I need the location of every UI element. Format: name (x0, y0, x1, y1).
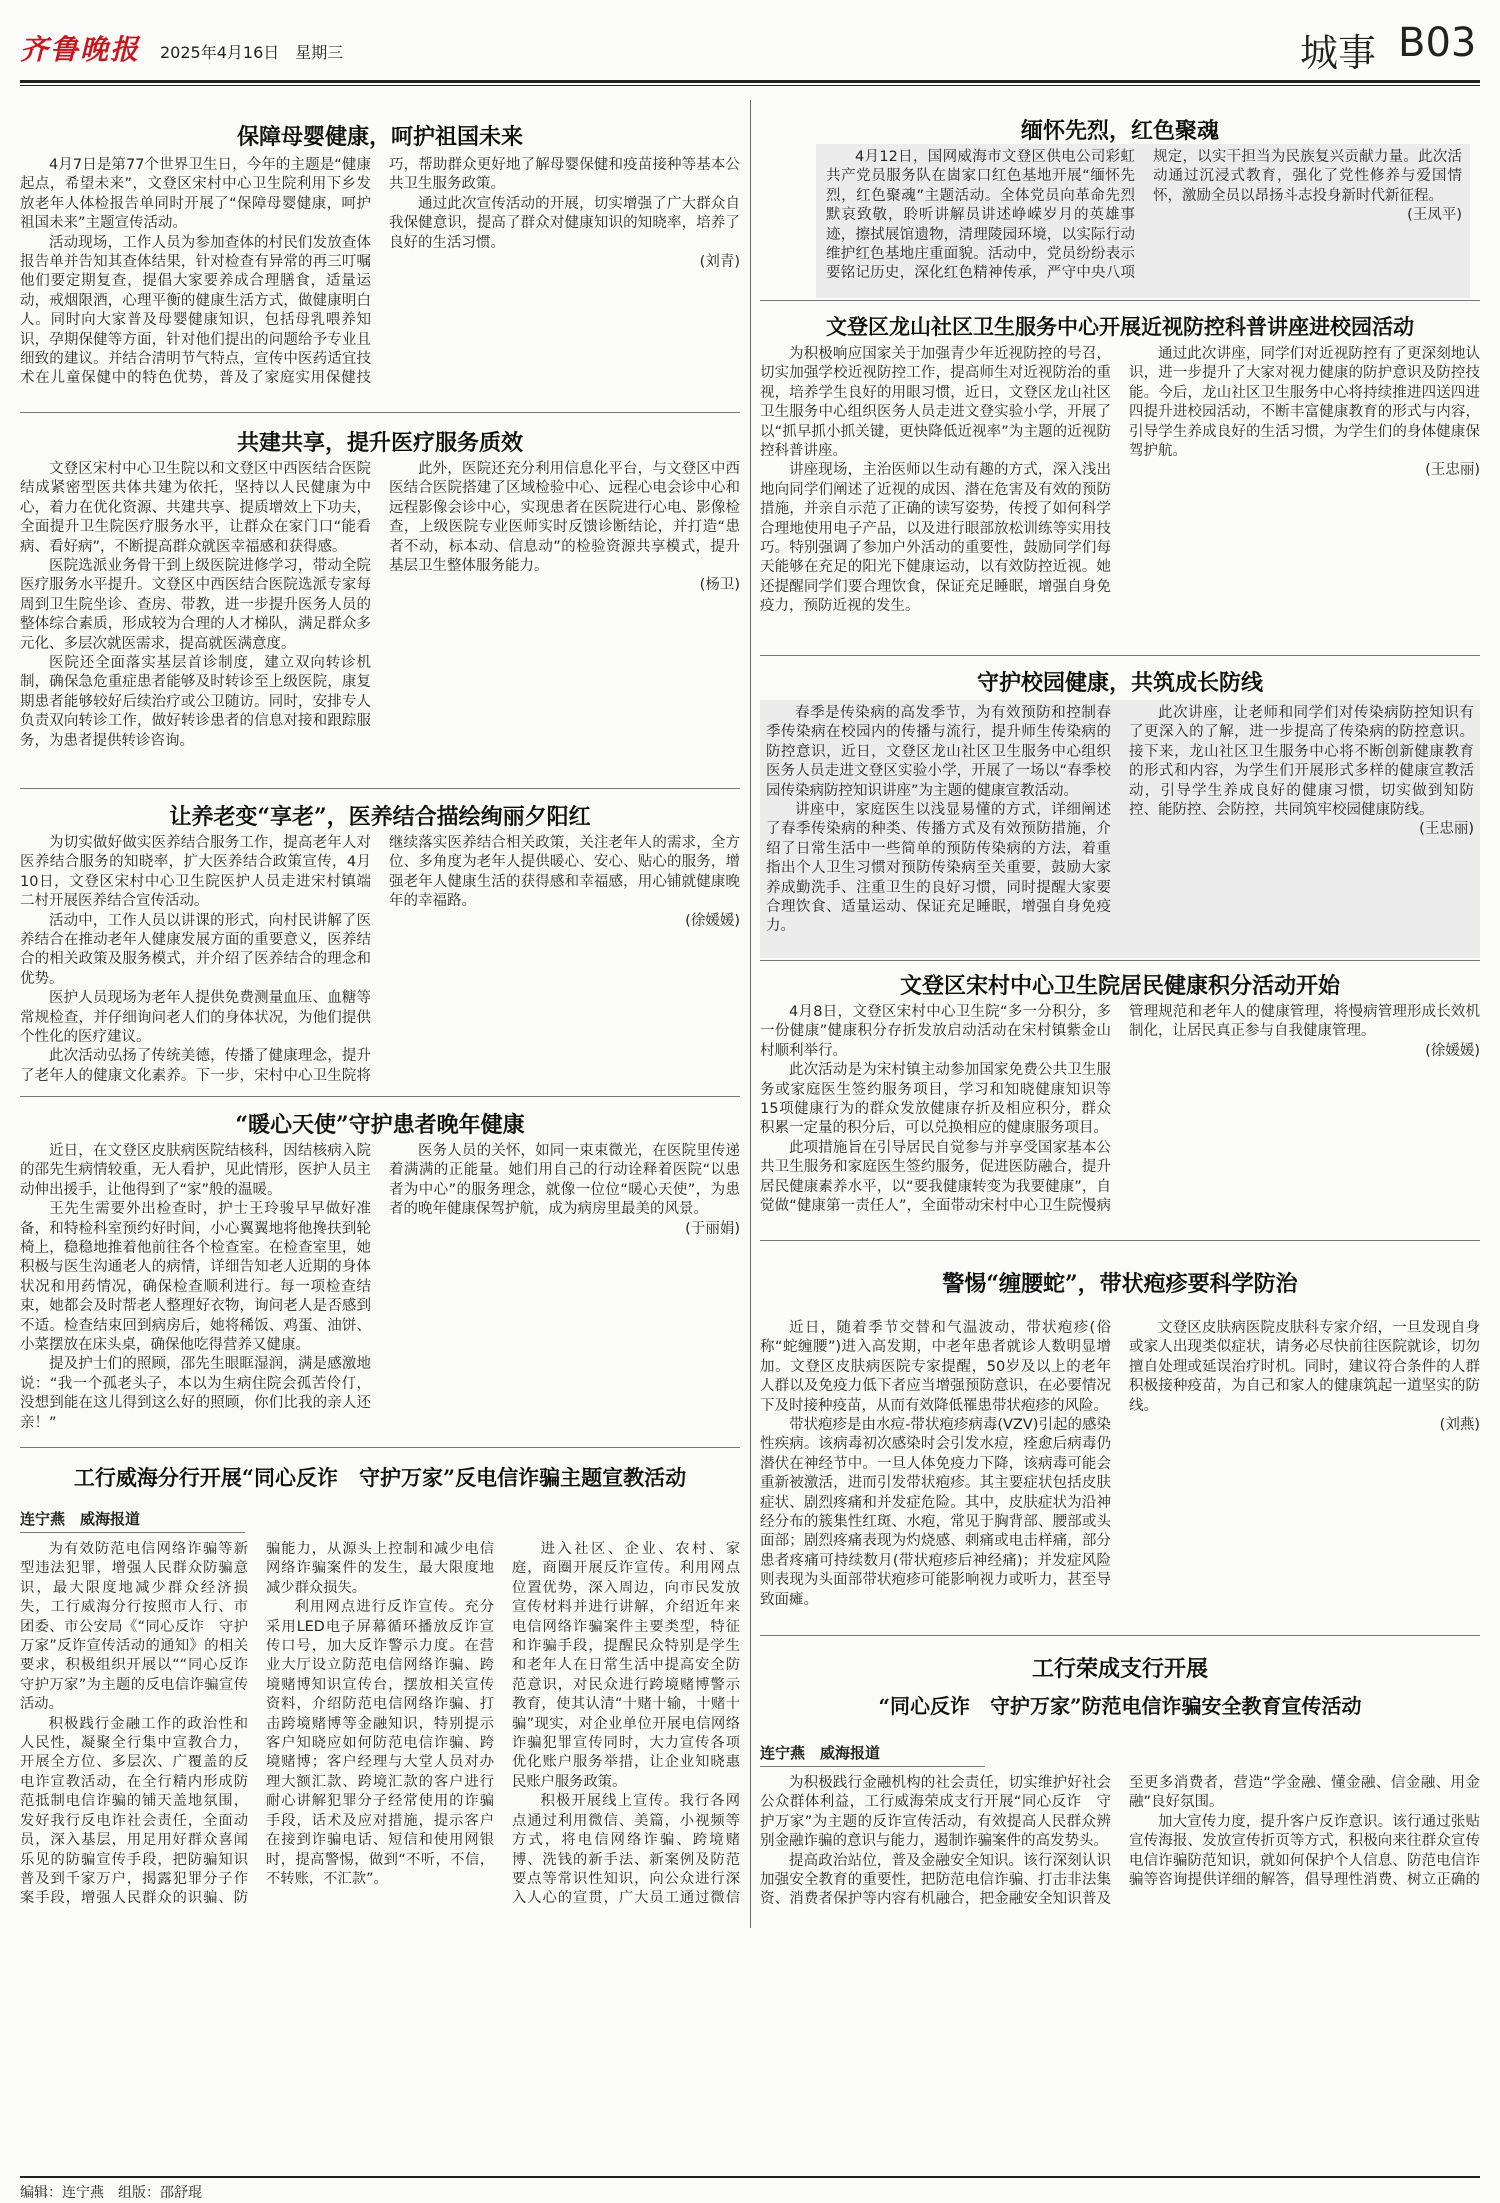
author: (刘燕) (1439, 1417, 1480, 1434)
article-body (760, 345, 1480, 653)
article-body (766, 704, 1474, 958)
author: (王凤平) (1407, 207, 1462, 224)
byline-rule (20, 1532, 245, 1533)
author: (徐媛媛) (1425, 1042, 1480, 1059)
paragraph: 活动中，工作人员以讲课的形式，向村民讲解了医养结合在推动老年人健康发展方面的重要意义，医养结合的相关政策及服务模式，并介绍了医养结合的理念和优势。 (20, 912, 371, 987)
article-maternal-health (20, 112, 740, 410)
subheadline: “同心反诈 守护万家”防范电信诈骗安全教育宣传活动 (878, 1694, 1362, 1718)
page-number: B03 (1398, 20, 1477, 66)
paragraph: 加大宣传力度，提升客户反诈意识。该行通过张贴宣传海报、发放宣传折页等方式，积极向来往群众宣传电信诈骗防范知识，就如何保护个人信息、防范电信诈骗等咨询提供详细的解答，倡导理性消费、树立正确的 (1129, 1813, 1480, 1889)
masthead-rule-thin (20, 85, 1480, 86)
paragraph: 此次讲座，让老师和同学们对传染病防控知识有了更深入的了解，进一步提高了传染病的防控意识。接下来，龙山社区卫生服务中心将不断创新健康教育的形式和内容，为学生们开展形式多样的健康宣教活动，引导学生养成良好的健康习惯，切实做到知防控、能防控、会防控，共同筑牢校园健康防线。 (1129, 705, 1474, 819)
author: (杨卫) (699, 577, 740, 594)
paragraph: 近日，在文登区皮肤病医院结核科，因结核病入院的邵先生病情较重，无人看护，见此情形，医护人员主动伸出援手，让他得到了“家”般的温暖。 (20, 1143, 371, 1198)
paragraph: 为积极践行金融机构的社会责任，切实维护好社会公众群体利益，工行威海荣成支行开展“同心反诈 守护万家”为主题的反诈宣传活动，有效提高人民群众辨别金融诈骗的意识与能力，遏制诈骗案件的高发势头。 (760, 1775, 1111, 1850)
headline: 守护校园健康，共筑成长防线 (976, 670, 1263, 696)
headline: 工行威海分行开展“同心反诈 守护万家”反电信诈骗主题宣教活动 (73, 1465, 687, 1490)
article-body (760, 1003, 1480, 1238)
article-divider (760, 960, 1480, 961)
headline: 文登区宋村中心卫生院居民健康积分活动开始 (899, 973, 1340, 999)
paragraph: 为有效防范电信网络诈骗等新型违法犯罪，增强人民群众防骗意识，最大限度地减少群众经济损失，工行威海分行按照市人行、市团委、市公安局《“同心反诈 守护万家”反诈宣传活动的通知》的相关要求，积极组织开展以““同心反诈 守护万家”为主题的反电信诈骗宣传活动。 (20, 1541, 263, 1713)
paragraph: 为切实做好做实医养结合服务工作，提高老年人对医养结合服务的知晓率，扩大医养结合政策宣传，4月10日，文登区宋村中心卫生院医护人员走进宋村镇端二村开展医养结合宣传活动。 (20, 835, 371, 910)
article-medical-alliance (20, 420, 740, 785)
paragraph: 4月7日是第77个世界卫生日，今年的主题是“健康起点，希望未来”，文登区宋村中心卫生院利用下乡发放老年人体检报告单同时开展了“保障母婴健康，呵护祖国未来”主题宣传活动。 (20, 157, 371, 232)
paragraph: 王先生需要外出检查时，护士王玲骏早早做好准备，和特检科室预约好时间，小心翼翼地将他搀扶到轮椅上，稳稳地推着他前往各个检查室。在检查室里，她积极与医生沟通老人的病情，详细告知老人近期的身体状况和用药情况，确保检查顺利进行。每一项检查结束，她都会及时帮老人整理好衣物，询问老人是否感到不适。检查结束回到病房后，她将稀饭、鸡蛋、油饼、小菜摆放在床头桌，确保他吃得营养又健康。 (20, 1201, 371, 1354)
paragraph: 活动现场，工作人员为参加查体的村民们发放查体报告单并告知其查体结果，针对检查有异常的再三叮嘱他们要定期复查，提倡大家要养成合理膳食，适量运动，戒烟限酒，心理平衡的健康生活方式，做健康明白人。同时向大家普及母婴健康知识，包括母乳喂养知识，孕期保健等方面，针对他们提出的问题给予专业且细致的建议。并结合清明节气特点，宣传中医药适宜技术在儿童保健中的特色优势，普及了家庭实用保健技巧，帮助群众更好地了解母婴保健和疫苗接种等基本公共卫生服务政策。 (20, 157, 740, 387)
byline: 连宁燕 威海报道 (760, 1744, 881, 1762)
headline: 让养老变“享老”，医养结合描绘绚丽夕阳红 (169, 804, 591, 830)
headline: 保障母婴健康，呵护祖国未来 (236, 124, 523, 150)
paragraph: 4月8日，文登区宋村中心卫生院“多一分积分，多一份健康”健康积分存折发放启动活动在宋村镇紫金山村顺利举行。 (760, 1004, 1111, 1059)
headline: 文登区龙山社区卫生服务中心开展近视防控科普讲座进校园活动 (826, 314, 1414, 339)
paragraph: 讲座中，家庭医生以浅显易懂的方式，详细阐述了春季传染病的种类、传播方式及有效预防措施，介绍了日常生活中一些简单的预防传染病的方法，着重指出个人卫生习惯对预防传染病至关重要，鼓励大家养成勤洗手、注重卫生的良好习惯，同时提醒大家要合理饮食、适量运动、保证充足睡眠，增强自身免疫力。 (766, 802, 1111, 935)
paragraph: 医院选派业务骨干到上级医院进修学习，带动全院医疗服务水平提升。文登区中西医结合医院选派专家每周到卫生院坐诊、查房、带教，进一步提升医务人员的整体综合素质，形成较为合理的人才梯队，满足群众多元化、多层次就医需求，提高就医满意度。 (20, 558, 371, 652)
paragraph: 提高政治站位，普及金融安全知识。该行深刻认识加强安全教育的重要性，把防范电信诈骗、打击非法集资、消费者保护等内容有机融合，把金融安全知识普及至更多消费者，营造“学金融、懂金融、信金融、用金融”良好氛围。 (760, 1775, 1480, 1908)
section-name: 城事 (1300, 31, 1377, 75)
newspaper-logo: 齐鲁晚报 (20, 33, 141, 66)
editor-credits: 编辑：连宁燕 组版：邵舒琨 (20, 2185, 202, 2201)
paragraph: 积极践行金融工作的政治性和人民性，凝聚全行集中宣教合力，开展全方位、多层次、广覆盖的反电诈宣教活动，在全行精内形成防范抵制电信诈骗的铺天盖地氛围，发好我行反电诈社会责任，全面动员，深入基层，用足用好群众喜闻乐见的防骗宣传手段，把防骗知识普及到千家万户，揭露犯罪分子作案手段，增强人民群众的识骗、防骗能力，从源头上控制和减少电信网络诈骗案件的发生，最大限度地减少群众损失。 (20, 1541, 494, 1907)
footer-rule (20, 2176, 1480, 2178)
issue-date: 2025年4月16日 星期三 (160, 43, 344, 62)
paragraph: 利用网点进行反诈宣传。充分采用LED电子屏幕循环播放反诈宣传口号，加大反诈警示力度。在营业大厅设立防范电信网络诈骗、跨境赌博知识宣传台，摆放相关宣传资料，介绍防范电信网络诈骗、打击跨境赌博等金融知识，特别提示客户知晓应如何防范电信诈骗、跨境赌博；客户经理与大堂人员对办理大额汇款、跨境汇款的客户进行耐心讲解犯罪分子经常使用的诈骗手段，话术及应对措施，提示客户在接到诈骗电话、短信和使用网银时，提高警惕，做到“不听，不信，不转账，不汇款”。 (266, 1599, 494, 1887)
paragraph: 此外，医院还充分利用信息化平台，与文登区中西医结合医院搭建了区域检验中心、远程心电会诊中心和远程影像会诊中心，实现患者在医院进行心电、影像检查，上级医院专业医师实时反馈诊断结论，并打造“患者不动，标本动、信息动”的检验资源共享模式，提升基层卫生整体服务能力。 (389, 461, 740, 575)
article-divider (20, 1447, 740, 1448)
article-divider (20, 788, 740, 789)
article-campus-health (760, 660, 1480, 958)
article-body (20, 1142, 740, 1444)
masthead-rule (20, 80, 1480, 83)
article-divider (20, 412, 740, 413)
paragraph: 此项措施旨在引导居民自觉参与并享受国家基本公共卫生服务和家庭医生签约服务，促进医防融合，提升居民健康素养水平，以“要我健康转变为我要健康”，自觉做“健康第一责任人”，全面带动宋村中心卫生院慢病管理规范和老年人的健康管理，将慢病管理形成长效机制化，让居民真正参与自我健康管理。 (760, 1004, 1480, 1215)
headline: 共建共享，提升医疗服务质效 (236, 430, 523, 456)
paragraph: 春季是传染病的高发季节，为有效预防和控制春季传染病在校园内的传播与流行，提升师生传染病的防控意识，近日，文登区龙山社区卫生服务中心组织医务人员走进文登区实验小学，开展了一场以“春季校园传染病防控知识讲座”为主题的健康宣教活动。 (766, 705, 1111, 799)
paragraph: 通过此次讲座，同学们对近视防控有了更深刻地认识，进一步提升了大家对视力健康的防护意识及防控技能。今后，龙山社区卫生服务中心将持续推进四送四进四提升进校园活动，不断丰富健康教育的形式与内容，引导学生养成良好的生活习惯，为学生们的身体健康保驾护航。 (1129, 346, 1480, 460)
article-body (20, 1540, 740, 1926)
article-divider (760, 300, 1480, 301)
author: (于丽娟) (685, 1220, 740, 1237)
byline-rule (760, 1766, 985, 1767)
article-shingles (760, 1245, 1480, 1633)
article-myopia-lecture (760, 305, 1480, 653)
headline: “暖心天使”守护患者晚年健康 (235, 1112, 525, 1138)
paragraph: 文登区皮肤病医院皮肤科专家介绍，一旦发现自身或家人出现类似症状，请务必尽快前往医院就诊，切勿擅自处理或延误治疗时机。同时，建议符合条件的人群积极接种疫苗，为自己和家人的健康筑起一道坚实的防线。 (1129, 1320, 1480, 1414)
article-body (20, 156, 740, 410)
paragraph: 带状疱疹是由水痘-带状疱疹病毒(VZV)引起的感染性疾病。该病毒初次感染时会引发水痘，痊愈后病毒仍潜伏在神经节中。一旦人体免疫力下降，该病毒可能会重新被激活，进而引发带状疱疹。其主要症状包括皮肤症状、剧烈疼痛和并发症危险。其中，皮肤症状为沿神经分布的簇集性红斑、水疱，常见于胸背部、腰部或头面部；剧烈疼痛表现为灼烧感、刺痛或电击样痛，部分患者疼痛可持续数月(带状疱疹后神经痛)；并发症风险则表现为头面部带状疱疹可能影响视力或听力，甚至导致面瘫。 (760, 1417, 1111, 1608)
paragraph: 近日，随着季节交替和气温波动，带状疱疹(俗称“蛇缠腰”)进入高发期，中老年患者就诊人数明显增加。文登区皮肤病医院专家提醒，50岁及以上的老年人群以及免疫力低下者应当增强预防意识，在必要情况下及时接种疫苗，从而有效降低罹患带状疱疹的风险。 (760, 1320, 1111, 1414)
paragraph: 进入社区、企业、农村、家庭，商圈开展反诈宣传。利用网点位置优势，深入周边，向市民发放宣传材料并进行讲解，介绍近年来电信网络诈骗案件主要类型，特征和诈骗手段，提醒民众特别是学生和老年人在日常生活中提高安全防范意识，对民众进行跨境赌博警示教育，使其认清“十赌十输，十赌十骗”现实，对企业单位开展电信网络诈骗犯罪宣传同时，大力宣传各项优化账户服务举措，让企业知晓惠民账户服务政策。 (512, 1541, 740, 1790)
paragraph: 4月12日，国网威海市文登区供电公司彩虹共产党员服务队在崮家口红色基地开展“缅怀先烈，红色聚魂”主题活动。全体党员向革命先烈默哀致敬，聆听讲解员讲述峥嵘岁月的英雄事迹，擦拭展馆遗物，清理陵园环境，以实际行动维护红色基地庄重面貌。活动中，党员纷纷表示要铭记历史，深化红色精神传承，严守中央八项规定，以实干担当为民族复兴贡献力量。此次活动通过沉浸式教育，强化了党性修养与爱国情怀，激励全员以昂扬斗志投身新时代新征程。 (826, 149, 1462, 282)
article-body (20, 834, 740, 1094)
article-martyrs (760, 108, 1480, 298)
author: (刘青) (699, 254, 740, 271)
article-warm-angel (20, 1104, 740, 1444)
article-elderly-care (20, 796, 740, 1094)
article-body (760, 1774, 1480, 1926)
paragraph: 此次活动是为宋村镇主动参加国家免费公共卫生服务或家庭医生签约服务项目，学习和知晓健康知识等15项健康行为的群众发放健康存折及相应积分，群众积累一定量的积分后，可以兑换相应的健康服务项目。 (760, 1062, 1111, 1137)
headline: 工行荣成支行开展 (1031, 1656, 1208, 1682)
article-divider (760, 655, 1480, 656)
paragraph: 通过此次宣传活动的开展，切实增强了广大群众自我保健意识，提高了群众对健康知识的知晓率，培养了良好的生活习惯。 (389, 195, 740, 251)
paragraph: 医务人员的关怀，如同一束束微光，在医院里传递着满满的正能量。她们用自己的行动诠释着医院“以患者为中心”的服务理念，就像一位位“暖心天使”，为患者的晚年健康保驾护航，成为病房里最美的风景。 (389, 1143, 740, 1218)
masthead (0, 0, 1500, 74)
article-health-points (760, 965, 1480, 1238)
paragraph: 文登区宋村中心卫生院以和文登区中西医结合医院结成紧密型医共体共建为依托，坚持以人民健康为中心，着力在优化资源、共建共享、提质增效上下功夫，全面提升卫生院医疗服务水平，让群众在家门口“能看病、看好病”，不断提高群众就医幸福感和获得感。 (20, 461, 371, 555)
article-divider (760, 1635, 1480, 1636)
byline: 连宁燕 威海报道 (20, 1510, 141, 1528)
article-body (20, 460, 740, 785)
author: (王忠丽) (1425, 462, 1480, 479)
article-body (826, 148, 1462, 298)
paragraph: 提及护士们的照顾，邵先生眼眶湿润，满是感激地说：“我一个孤老头子，本以为生病住院会孤苦伶仃，没想到能在这儿得到这么好的照顾，你们比我的亲人还亲！” (20, 1356, 371, 1431)
paragraph: 讲座现场，主治医师以生动有趣的方式，深入浅出地向同学们阐述了近视的成因、潜在危害及有效的预防措施，并亲自示范了正确的读写姿势，传授了如何科学合理地使用电子产品，以及进行眼部放松训练等实用技巧。特别强调了参加户外活动的重要性，鼓励同学们每天能够在充足的阳光下健康运动，以有效防控近视。她还提醒同学们要合理饮食，保证充足睡眠，增强自身免疫力，预防近视的发生。 (760, 462, 1111, 615)
column-divider (750, 100, 751, 1928)
author: (王忠丽) (1419, 821, 1474, 838)
article-divider (760, 1240, 1480, 1241)
article-icbc-rongcheng-antifraud (760, 1640, 1480, 1926)
headline: 警惕“缠腰蛇”，带状疱疹要科学防治 (942, 1271, 1298, 1297)
headline: 缅怀先烈，红色聚魂 (1020, 118, 1219, 144)
article-divider (20, 1096, 740, 1097)
paragraph: 此次活动弘扬了传统美德，传播了健康理念，提升了老年人的健康文化素养。下一步，宋村中心卫生院将继续落实医养结合相关政策，关注老年人的需求，全方位、多角度为老年人提供暖心、安心、贴心的服务，增强老年人健康生活的获得感和幸福感，用心铺就健康晚年的幸福路。 (20, 835, 740, 1084)
author: (徐媛媛) (685, 912, 740, 929)
paragraph: 医院还全面落实基层首诊制度，建立双向转诊机制，确保急危重症患者能够及时转诊至上级医院，康复期患者能够较好后续治疗或公卫随访。同时，安排专人负责双向转诊工作，做好转诊患者的信息对接和跟踪服务，为患者提供转诊咨询。 (20, 655, 371, 749)
paragraph: 为积极响应国家关于加强青少年近视防控的号召，切实加强学校近视防控工作，提高师生对近视防治的重视，培养学生良好的用眼习惯，近日，文登区龙山社区卫生服务中心组织医务人员走进文登实验小学，开展了以“抓早抓小抓关键，更快降低近视率”为主题的近视防控科普讲座。 (760, 346, 1111, 460)
article-icbc-weihai-antifraud (20, 1452, 740, 1926)
article-body (760, 1319, 1480, 1633)
paragraph: 医护人员现场为老年人提供免费测量血压、血糖等常规检查，并仔细询问老人们的身体状况，为他们提供个性化的医疗建议。 (20, 990, 371, 1046)
paragraph: 积极开展线上宣传。我行各网点通过利用微信、美篇，小视频等方式，将电信网络诈骗、跨境赌博、洗钱的新手法、新案例及防范要点等常识性知识，向公众进行深入人心的宣贯，广大员工通过微信 (512, 1793, 740, 1907)
